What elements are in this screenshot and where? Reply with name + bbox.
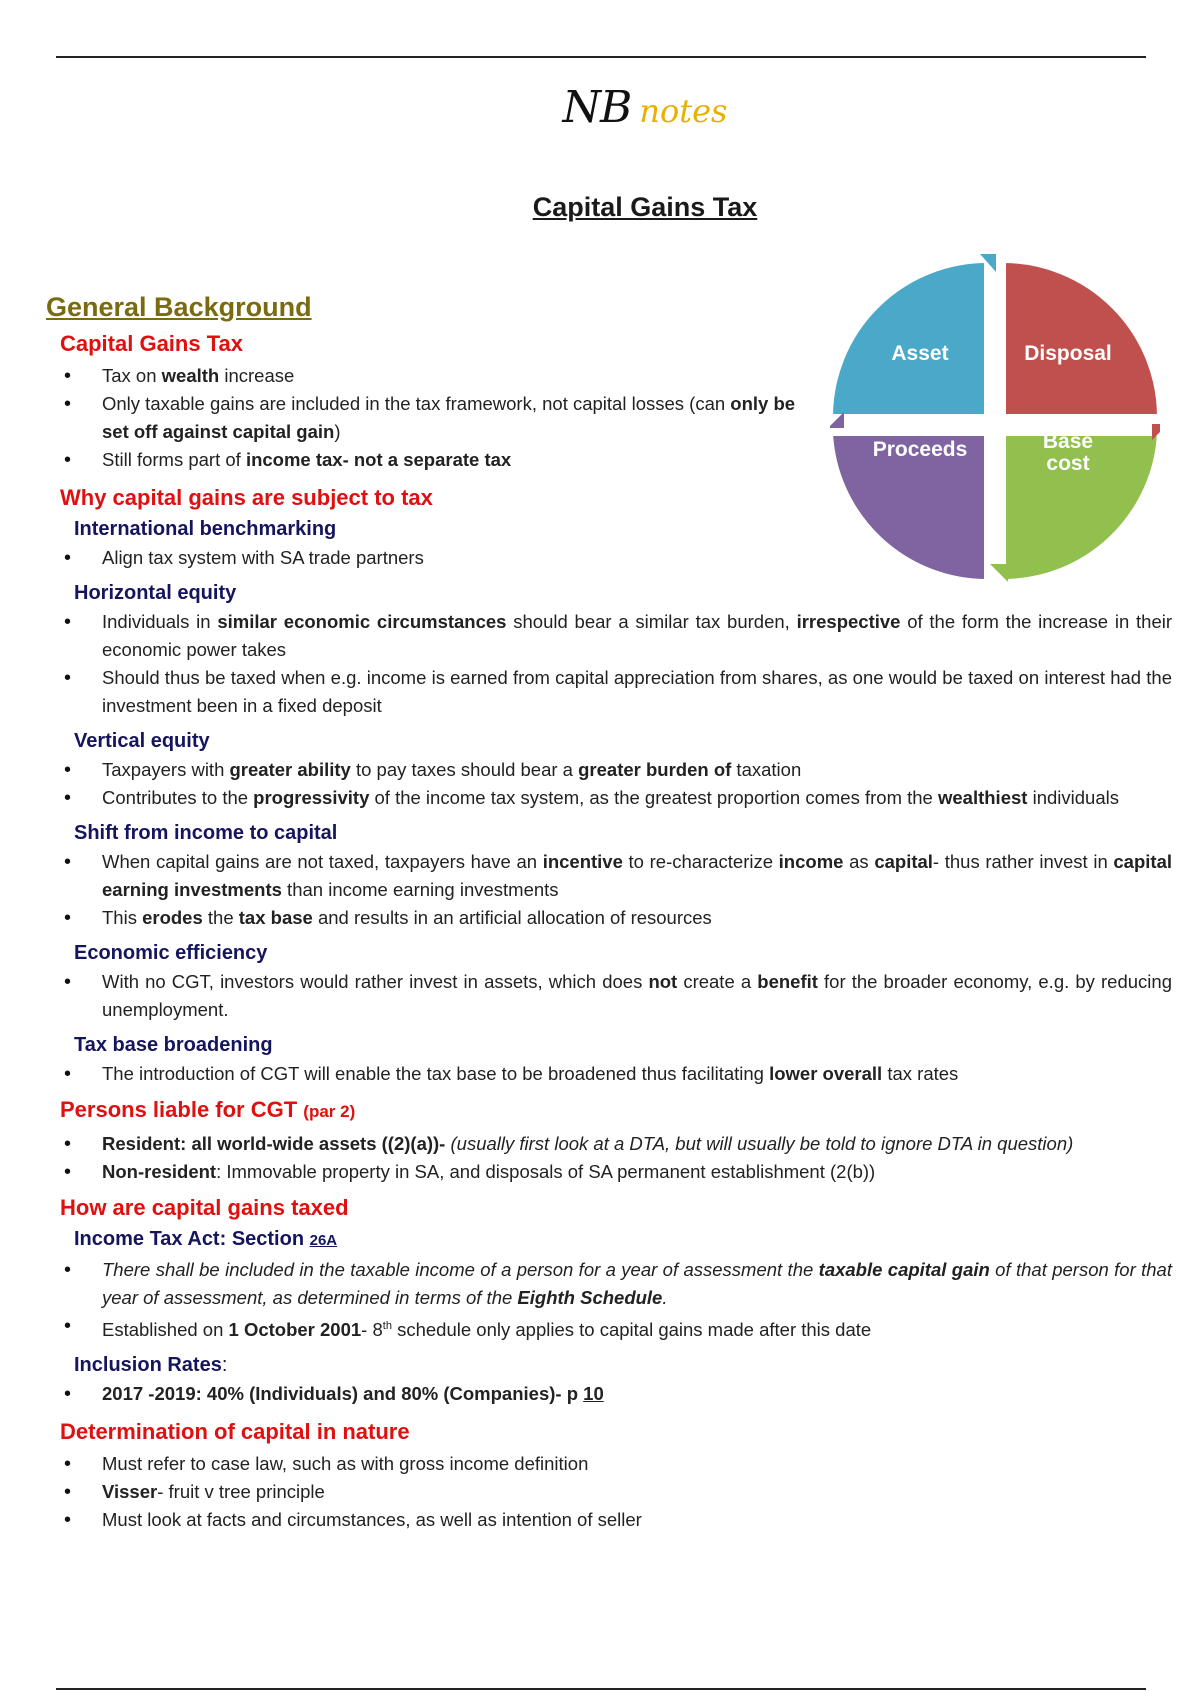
heading-general-background: General Background xyxy=(46,292,312,322)
heading-persons-liable: Persons liable for CGT (par 2) xyxy=(60,1097,356,1122)
heading-income-tax-act: Income Tax Act: Section 26A xyxy=(74,1228,338,1250)
list-item: • Should thus be taxed when e.g. income is earned from capital appreciation from shares, as one would be taxed on interest had the investment been in a fixed deposit xyxy=(46,664,1172,720)
list-item: • Non-resident: Immovable property in SA, and disposals of SA permanent establishment (2(b)) xyxy=(46,1158,1172,1186)
list-item: • The introduction of CGT will enable the tax base to be broadened thus facilitating lower overall tax rates xyxy=(46,1060,1172,1088)
list-item: • Visser- fruit v tree principle xyxy=(46,1478,1172,1506)
bottom-rule xyxy=(56,1688,1146,1690)
list-item: • There shall be included in the taxable income of a person for a year of assessment the taxable capital gain of that person for that year of assessment, as determined in terms of the Eighth Schedule. xyxy=(46,1256,1172,1312)
heading-how-taxed: How are capital gains taxed xyxy=(60,1195,349,1220)
list-item: • Resident: all world-wide assets ((2)(a))- (usually first look at a DTA, but will usually be told to ignore DTA in question) xyxy=(46,1130,1172,1158)
label-base: Base xyxy=(1042,430,1094,453)
list-item: • Still forms part of income tax- not a separate tax xyxy=(46,446,816,474)
nb-notes-logo xyxy=(0,82,1200,133)
heading-inclusion-rates: Inclusion Rates: xyxy=(74,1354,228,1377)
top-rule xyxy=(56,56,1146,58)
list-item: • Must look at facts and circumstances, as well as intention of seller xyxy=(46,1506,1172,1534)
list-income-tax-act xyxy=(46,1256,1172,1344)
heading-determination: Determination of capital in nature xyxy=(60,1419,410,1445)
list-shift xyxy=(46,848,1172,932)
list-cgt xyxy=(46,362,1172,474)
list-item: • 2017 -2019: 40% (Individuals) and 80% (Companies)- p 10 xyxy=(46,1380,1172,1408)
logo-notes: notes xyxy=(639,92,728,130)
heading-tax-base-broadening: Tax base broadening xyxy=(74,1034,273,1056)
list-item: • Align tax system with SA trade partners xyxy=(46,544,816,572)
label-disposal: Disposal xyxy=(1024,342,1112,365)
list-item: • Taxpayers with greater ability to pay taxes should bear a greater burden of taxation xyxy=(46,756,1172,784)
label-asset: Asset xyxy=(891,342,949,365)
heading-shift-income-capital: Shift from income to capital xyxy=(74,822,338,844)
list-international xyxy=(46,544,1172,572)
list-item: • Contributes to the progressivity of the income tax system, as the greatest proportion comes from the wealthiest individuals xyxy=(46,784,1172,812)
heading-economic-efficiency: Economic efficiency xyxy=(74,942,268,964)
list-economic xyxy=(46,968,1172,1024)
document-body xyxy=(46,290,1172,1534)
heading-vertical-equity: Vertical equity xyxy=(74,730,210,752)
heading-capital-gains-tax: Capital Gains Tax xyxy=(60,331,243,356)
list-item: • With no CGT, investors would rather invest in assets, which does not create a benefit for the broader economy, e.g. by reducing unemployment. xyxy=(46,968,1172,1024)
list-determination xyxy=(46,1450,1172,1534)
heading-international-benchmarking: International benchmarking xyxy=(74,518,337,540)
logo-nb: NB xyxy=(562,82,632,133)
list-broadening xyxy=(46,1060,1172,1088)
list-persons xyxy=(46,1130,1172,1186)
page-title: Capital Gains Tax xyxy=(532,192,758,222)
heading-why-subject-to-tax: Why capital gains are subject to tax xyxy=(60,485,433,510)
list-item: • Individuals in similar economic circumstances should bear a similar tax burden, irrespective of the form the increase in their economic power takes xyxy=(46,608,1172,664)
list-horizontal xyxy=(46,608,1172,720)
list-item: • Established on 1 October 2001- 8th schedule only applies to capital gains made after this date xyxy=(46,1312,1172,1344)
list-vertical xyxy=(46,756,1172,812)
heading-horizontal-equity: Horizontal equity xyxy=(74,582,237,604)
list-item: • Tax on wealth increase xyxy=(46,362,816,390)
list-item: • Must refer to case law, such as with gross income definition xyxy=(46,1450,1172,1478)
label-proceeds: Proceeds xyxy=(872,438,968,461)
list-item: • Only taxable gains are included in the tax framework, not capital losses (can only be set off against capital gain) xyxy=(46,390,816,446)
list-item: • This erodes the tax base and results in an artificial allocation of resources xyxy=(46,904,1172,932)
list-item: • When capital gains are not taxed, taxpayers have an incentive to re-characterize income as capital- thus rather invest in capital earning investments than income earning investments xyxy=(46,848,1172,904)
label-cost: cost xyxy=(1046,452,1090,475)
list-inclusion-rates xyxy=(46,1380,1172,1408)
